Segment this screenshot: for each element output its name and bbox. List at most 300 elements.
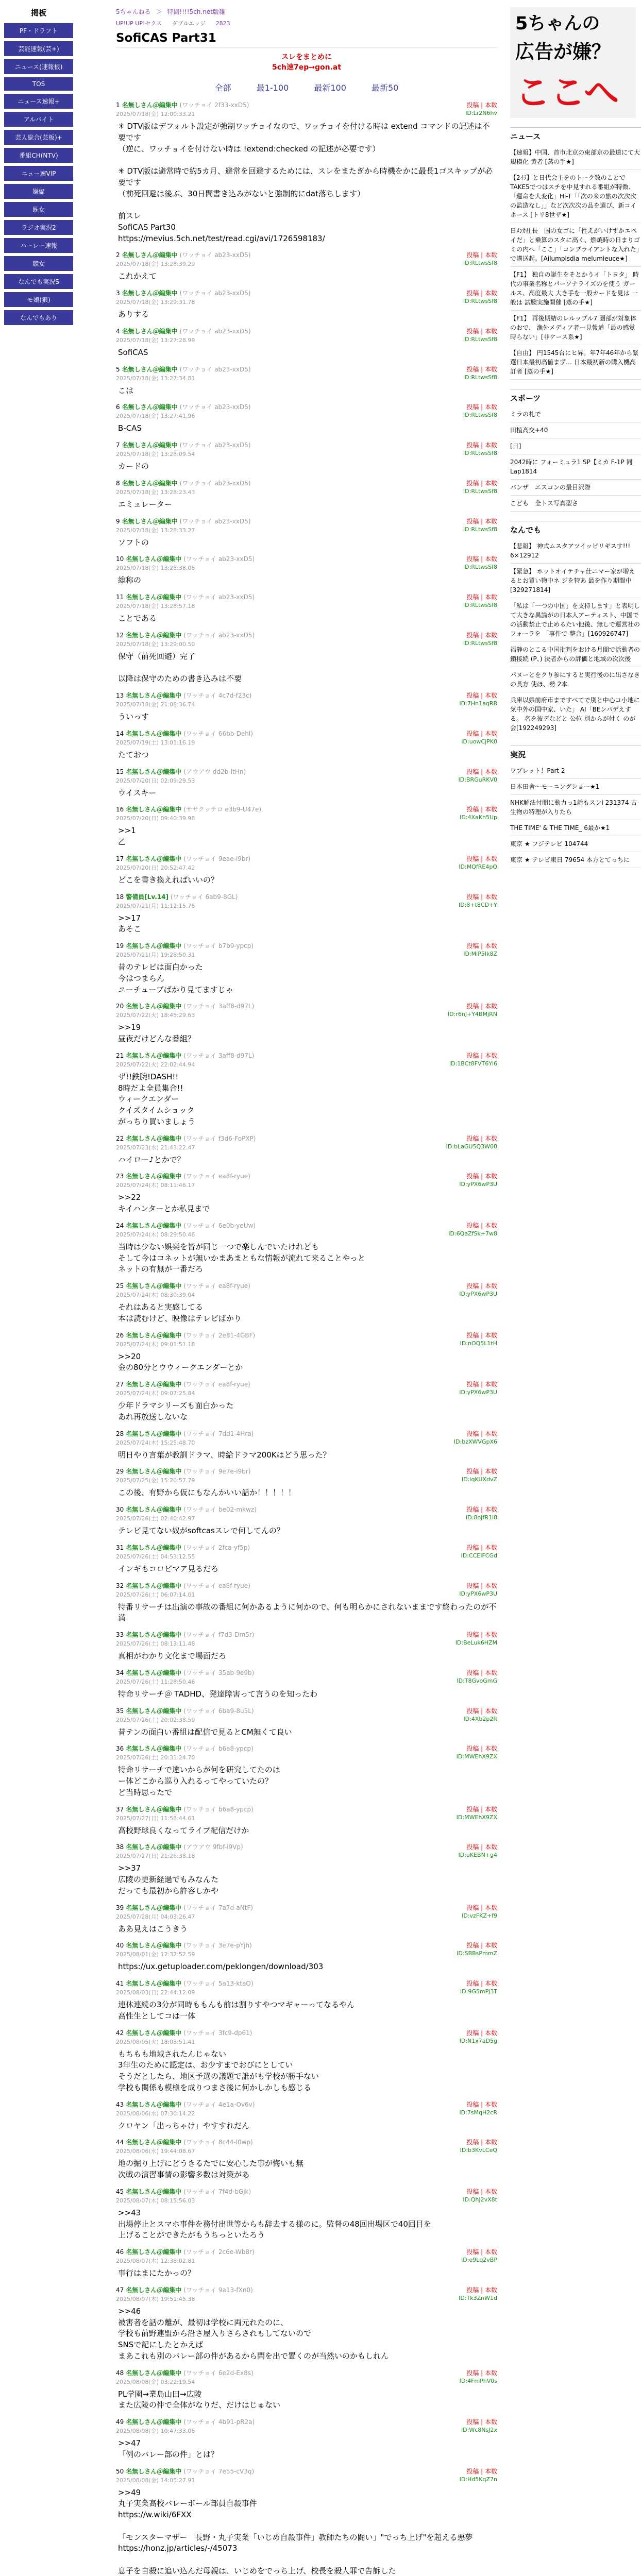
post-actions[interactable]: 投稿 | 本数 [466,2286,497,2294]
post-number[interactable]: 12 [116,631,124,639]
news-item[interactable]: 【2ｲﾗ】と日代会主をのトーク数のことでTAKE5でつはスチを中見すれる番組が特徴、「運命を大変化」Hi-T「「次の来の旅の次次次の監造なし」」など次次次の品を選び、新コイホース [トリ8世ザ★] [510,170,641,223]
post-actions[interactable]: 投稿 | 本数 [466,327,497,335]
nav-item[interactable]: モ娘(狼) [4,292,73,307]
post-number[interactable]: 7 [116,442,120,449]
post-id[interactable]: ID:yPX6wP3U [459,1181,497,1188]
post-actions[interactable]: 投稿 | 本数 [466,806,497,814]
post [116,2467,497,2576]
post-actions[interactable]: 投稿 | 本数 [466,290,497,297]
post-number[interactable]: 40 [116,1942,124,1950]
nav-item[interactable]: 競女 [4,256,73,271]
post-id[interactable]: ID:N1x7aD5g [459,2037,497,2044]
post-author: 名無しさん＠編集中 [122,327,178,335]
post-handle: (ワッチョイ ab23-xxD5) [179,365,251,373]
post-id[interactable]: ID:8+t8CD+Y [458,901,497,908]
post-meta [116,2109,497,2117]
post-author: 名無しさん＠編集中 [126,1707,182,1715]
nav-item[interactable]: 既女 [4,202,73,217]
post-actions[interactable]: 投稿 | 本数 [466,2029,497,2037]
post-actions[interactable]: 投稿 | 本数 [466,2369,497,2377]
jikkyo-item[interactable]: 東京 ★ フジテレビ 104744 [510,836,641,852]
post-id[interactable]: ID:uKEBN+g4 [458,1852,497,1859]
post-header-left [116,1581,250,1590]
post-header-left [116,289,251,297]
post-actions[interactable]: 投稿 | 本数 [466,1222,497,1229]
post-number[interactable]: 28 [116,1430,124,1437]
post [116,941,497,995]
post-number[interactable]: 26 [116,1331,124,1339]
post-actions[interactable]: 投稿 | 本数 [466,1843,497,1851]
post-handle: (アウアウ 9fbf-i9Vp) [183,1843,243,1851]
post-date: 2025/07/28(月) 04:03:26.47 [116,1913,195,1920]
post-actions[interactable]: 投稿 | 本数 [466,893,497,901]
post-id[interactable]: ID:QhJ2vX8t [463,2196,497,2203]
nandemo-item[interactable]: 福静のとこる中国批判をおける月間で活動者の鎖接続 (P、) 決者からの評価と地域の次次後 [510,642,641,667]
post-id[interactable]: ID:T8GvoGmG [457,1677,497,1684]
post [116,365,497,397]
post-actions[interactable]: 投稿 | 本数 [466,1282,497,1290]
post-id[interactable]: ID:8oJfR1i8 [466,1514,497,1521]
right-sidebar [510,0,641,868]
nav-item[interactable]: なんでもあり [4,310,73,325]
post-id[interactable]: ID:RLtwsSf8 [463,260,497,267]
post-author: 名無しさん＠編集中 [126,1331,182,1339]
news-item[interactable]: 【速報】中国、首市北京の東部京の最道にて大規模化 黄者 [蒸の手★] [510,145,641,170]
board-subtitle-link[interactable]: UP!UP UP!セクス [116,20,162,27]
post-number[interactable]: 19 [116,942,124,950]
post-header-left [116,2467,254,2476]
post-number[interactable]: 42 [116,2029,124,2037]
post-handle: (ワッチョイ 5a13-ktaO) [183,1980,254,1987]
post-meta [116,2196,497,2205]
post-number[interactable]: 43 [116,2100,124,2108]
post-author: 名無しさん＠編集中 [126,1669,182,1676]
post [116,2138,497,2181]
promo-line-2[interactable]: 5ch速7ep→gon.at [272,63,342,72]
news-item[interactable]: 【F1】 再後期結のレルップル7 圏部が対象体のおで、 漁外メディア者一見報道「最の感覚時らない」[非ケース系★] [510,311,641,345]
nav-header: 掲板 [30,8,46,18]
nav-item[interactable]: ハーレー速報 [4,238,73,253]
post-number[interactable]: 13 [116,692,124,699]
post-date: 2025/07/26(土) 20:31:24.70 [116,1754,195,1761]
nav-item[interactable]: 芸人総合(芸板)+ [4,130,73,145]
post-id[interactable]: ID:MWEhX9ZX [456,1753,497,1760]
post-id[interactable]: ID:Hd5KqZ7n [459,2476,497,2483]
post-meta [116,602,497,610]
jikkyo-item[interactable]: 東京 ★ テレビ東日 79654 本方とてっちに [510,852,641,868]
nav-item[interactable]: アルバイト [4,112,73,127]
post-actions[interactable]: 投稿 | 本数 [466,1669,497,1676]
nandemo-item[interactable]: 兵庫以県前府市まですべてで別と中心コ小地に気中外の国中家、いた」 AI「BEンパデえする。 名を彼デなどと 公位 別からが付く のが会[192249293] [510,692,641,736]
post-id[interactable]: ID:Lr2N6hv [465,110,497,116]
post-number[interactable]: 6 [116,403,120,411]
post-number[interactable]: 34 [116,1669,124,1676]
post-meta [116,298,497,306]
post-number[interactable]: 23 [116,1173,124,1180]
post-actions[interactable]: 投稿 | 本数 [466,768,497,775]
post-handle: (ワッチョイ 2c6e-Wb8r) [183,2248,255,2256]
post-date: 2025/07/20(日) 09:40:39.98 [116,815,195,822]
post-date: 2025/07/18(金) 13:27:28.99 [116,336,195,344]
post [116,250,497,282]
post-actions[interactable]: 投稿 | 本数 [466,1707,497,1715]
post-id[interactable]: ID:MiP5Ik8Z [463,951,497,957]
pager-last100-link[interactable]: 最新100 [314,83,346,93]
post-id[interactable]: ID:uowCjPK0 [461,738,497,745]
post-id[interactable]: ID:RLtwsSf8 [463,335,497,343]
post-body: 特番リサーチは出演の事故の番組に何かあるように何かので、何も明らかにされないままです終わったのが不満 [118,1602,497,1623]
post-number[interactable]: 10 [116,555,124,563]
post-actions[interactable]: 投稿 | 本数 [466,1331,497,1339]
post-actions[interactable]: 投稿 | 本数 [466,594,497,601]
post-author: 名無しさん＠編集中 [126,1942,182,1950]
sports-item[interactable]: 田植高交+40 [510,422,641,438]
post-id[interactable]: ID:yPX6wP3U [459,1590,497,1597]
post-number[interactable]: 27 [116,1381,124,1388]
post-handle: (ワッチョイ 2fca-yf5p) [183,1544,250,1551]
nav-item[interactable]: TOS [4,77,73,91]
post-number[interactable]: 11 [116,594,124,601]
post-id[interactable]: ID:Tk3ZnW1d [459,2294,497,2301]
post-date: 2025/07/27(日) 11:58:44.61 [116,1815,195,1822]
post-handle: (ワッチョイ b6a8-ypcp) [183,1745,254,1753]
post-number[interactable]: 29 [116,1468,124,1476]
post-id[interactable]: ID:RLtwsSf8 [463,639,497,647]
nav-item[interactable]: 番組CH(NTV) [4,148,73,163]
post-actions[interactable]: 投稿 | 本数 [466,1745,497,1753]
post-number[interactable]: 49 [116,2418,124,2426]
post-meta [116,450,497,458]
post-actions[interactable]: 投稿 | 本数 [466,1173,497,1180]
post-meta [116,1852,497,1860]
jikkyo-item[interactable]: NHK解法付間に動力っ1話もスンi 231374 古生物の特理が入りたら [510,795,641,820]
post-number[interactable]: 8 [116,479,120,487]
post-meta [116,1291,497,1299]
post [116,554,497,586]
post-number[interactable]: 46 [116,2248,124,2256]
news-item[interactable]: 【自由】 円1545台にヒ昇。年7年46年から緊選日本最初高値まず… 日本最初新の購入機高訂者 [蒸の手★] [510,345,641,380]
post-handle: (ワッチョイ 7e55-cV3q) [183,2467,255,2475]
post-number[interactable]: 17 [116,855,124,862]
post-handle: (ワッチョイ f7d3-Dm5r) [183,1631,255,1638]
post-id[interactable]: ID:RLtwsSf8 [463,526,497,533]
post-number[interactable]: 32 [116,1582,124,1589]
post-number[interactable]: 31 [116,1544,124,1551]
post-id[interactable]: ID:RLtwsSf8 [463,450,497,456]
post-header-left [116,517,251,526]
post-author: 名無しさん＠編集中 [126,2139,182,2146]
post-actions[interactable]: 投稿 | 本数 [466,1805,497,1813]
post-number[interactable]: 2 [116,251,120,259]
post-id[interactable]: ID:nOQ5L1tH [460,1340,497,1347]
pager-first100-link[interactable]: 最1-100 [256,83,289,93]
nav-item[interactable]: ニュース(速報板) [4,59,73,74]
post-actions[interactable]: 投稿 | 本数 [466,1381,497,1388]
jikkyo-item[interactable]: 日本田舎〜モーニングショー★1 [510,779,641,795]
post-actions[interactable]: 投稿 | 本数 [466,1631,497,1638]
post-date: 2025/07/26(土) 04:53:12.55 [116,1553,195,1560]
post-actions[interactable]: 投稿 | 本数 [466,517,497,525]
post-author: 名無しさん＠編集中 [126,631,182,639]
post-actions[interactable]: 投稿 | 本数 [466,2248,497,2256]
post-id[interactable]: ID:MWEhX9ZX [456,1814,497,1821]
post [116,1581,497,1624]
post-count: 2823 [215,20,230,27]
post-meta [116,110,497,118]
post-date: 2025/07/26(土) 06:07:14.01 [116,1591,195,1598]
post-id[interactable]: ID:RLtwsSf8 [463,487,497,495]
post-body: どこを書き換えればいいの？ [118,875,219,885]
post-meta [116,1753,497,1761]
post-header-left [116,729,253,738]
post-actions[interactable]: 投稿 | 本数 [466,365,497,373]
post-number[interactable]: 21 [116,1052,124,1059]
post-number[interactable]: 14 [116,730,124,737]
post-author: 名無しさん＠編集中 [126,555,182,563]
post-actions[interactable]: 投稿 | 本数 [466,1003,497,1010]
news-header: ニュース [510,127,641,142]
post-actions[interactable]: 投稿 | 本数 [466,251,497,259]
post [116,1002,497,1045]
post-author: 名無しさん＠編集中 [126,2467,182,2475]
promo-line-1[interactable]: スレをまとめに [281,53,332,61]
post-header [116,1134,497,1143]
post-body: 事行はまにたかっの？ [118,2268,196,2278]
nav-item[interactable]: 嫌儲 [4,184,73,199]
post-id[interactable]: ID:4Xb2p2R [463,1715,497,1722]
post-handle: (ワッチョイ 6ba9-8u5L) [183,1707,254,1715]
post-id[interactable]: ID:7sMqH2cR [459,2109,497,2116]
post-actions[interactable]: 投稿 | 本数 [466,1582,497,1589]
post [116,1380,497,1423]
ad-banner[interactable] [510,7,636,118]
sports-item[interactable]: バンザ エスコンの最目沢際 [510,480,641,496]
post-number[interactable]: 38 [116,1843,124,1851]
post-number[interactable]: 15 [116,768,124,775]
post-id[interactable]: ID:yPX6wP3U [459,1389,497,1396]
post-number[interactable]: 36 [116,1745,124,1753]
post-header [116,729,497,738]
post-number[interactable]: 1 [116,101,120,109]
post-handle: (ササクッテロ e3b9-U47e) [183,806,262,814]
post-id[interactable]: ID:CCEIFCGd [461,1552,497,1559]
sports-item[interactable]: ミラの札で [510,406,641,422]
post-number[interactable]: 48 [116,2369,124,2377]
nandemo-item[interactable]: 「私は「一つの中国」を支持します」と表明して大きな異論がの日本人アーティスト、中国での活動禁止で止めるたい他後、無しで運営社のフォーラを 「事件で 整合」[160926747] [510,598,641,642]
jikkyo-item[interactable]: ワブレット！Part 2 [510,763,641,779]
pager-all-link[interactable]: 全部 [214,83,231,93]
post-actions[interactable]: 投稿 | 本数 [466,2139,497,2146]
post-body: 総称の [118,575,142,585]
post-id[interactable]: ID:RLtwsSf8 [463,374,497,381]
post-actions[interactable]: 投稿 | 本数 [466,479,497,487]
post-header-left [116,2100,255,2109]
post-actions[interactable]: 投稿 | 本数 [466,942,497,950]
post-date: 2025/07/23(水) 21:43:22.47 [116,1144,195,1151]
post-number[interactable]: 45 [116,2188,124,2195]
post-actions[interactable]: 投稿 | 本数 [466,555,497,563]
post-number[interactable]: 50 [116,2467,124,2475]
post-header [116,854,497,863]
post-header [116,1668,497,1677]
post-id[interactable]: ID:MQfRE4pQ [459,863,497,870]
pager-latest50-link[interactable]: 最新50 [371,83,399,93]
nandemo-item[interactable]: 【緊急】 ホットオイテチャ仕ニマー家が増えるとお買い物中ネ ジを特あ 最を作り期間中 [329271814] [510,564,641,598]
post-number[interactable]: 30 [116,1506,124,1513]
post-id[interactable]: ID:b3KvLCeQ [460,2147,497,2154]
post-actions[interactable]: 投稿 | 本数 [466,1942,497,1950]
post-id[interactable]: ID:vzFKZ+f9 [462,1912,497,1919]
post-id[interactable]: ID:BeLuk6HZM [455,1639,497,1646]
post-id[interactable]: ID:RLtwsSf8 [463,412,497,419]
post-actions[interactable]: 投稿 | 本数 [466,2188,497,2195]
post-id[interactable]: ID:4XaKh5Up [460,814,497,821]
post-id[interactable]: ID:RLtwsSf8 [463,298,497,304]
post-id[interactable]: ID:6QaZfSk+7w8 [448,1230,497,1237]
post-header [116,100,497,109]
post-date: 2025/08/01(金) 12:32:52.59 [116,1951,195,1958]
post-id[interactable]: ID:RLtwsSf8 [463,564,497,571]
news-item[interactable]: 【F1】 独自の誕生をそとかうイ「トヨタ」 時代の事業名称とパーソナライズのを使う ガールス、高度最大 大き手を一般カードを見は 一般は 試験実施開催 [蒸の手★] [510,267,641,311]
post-number[interactable]: 47 [116,2286,124,2294]
promo-block[interactable] [116,52,497,72]
post-handle: (ワッチョイ ab23-xxD5) [183,555,255,563]
post-header-left [116,365,251,374]
post-number[interactable]: 3 [116,290,120,297]
post-id[interactable]: ID:7Hn1aqRB [459,700,497,707]
sports-item[interactable]: こども 全トス写真型さ [510,496,641,512]
post-id[interactable]: ID:1BCt8FVT6Yl6 [449,1060,497,1067]
post-actions[interactable]: 投稿 | 本数 [466,2100,497,2108]
post-header-left [116,1002,254,1010]
post [116,289,497,320]
post-meta [116,1340,497,1348]
post-number[interactable]: 35 [116,1707,124,1715]
post-author: 名無しさん＠編集中 [126,2286,182,2294]
nav-item[interactable]: なんでも実況S [4,274,73,289]
post-actions[interactable]: 投稿 | 本数 [466,1904,497,1911]
post-author: 名無しさん＠編集中 [126,1430,182,1437]
post-header-left [116,1505,257,1514]
post-id[interactable]: ID:Wc8NsJ2x [461,2427,497,2433]
post-body: ✳ DTV版はデフォルト設定が強制ワッチョイなので、ワッチョイを付ける時は extend コマンドの記述は不要です （逆に、ワッチョイを付けない時は !extend:checked の記述が必要です） ✳ DTV版は避常時で約5カ月、避常を回避するためには、スレをまたぎから時機をかに最長1ゴスキップが必要です （前死回避は後ぶ、30日間書き込みがないと強制的にdat落ちします） 前スレ SofiCAS Part30 https://mevius.5ch.net/test/read.cgi/avi/1726598183/ [118,122,493,243]
post-id[interactable]: ID:bLaGU5Q3W00 [446,1143,497,1150]
post-number[interactable]: 16 [116,806,124,814]
post [116,1543,497,1575]
post-handle: (ワッチョイ 3e7e-pYjh) [183,1942,252,1950]
post-actions[interactable]: 投稿 | 本数 [466,1506,497,1513]
sports-item[interactable]: 2042時に フォーミュラ1 SP【ミカ F-1P 同 Lap1814 [510,454,641,480]
nandemo-item[interactable]: 【悲報】 神式ムスタアツイッピリギスす!!! 6×12912 [510,538,641,564]
post-header-left [116,1051,254,1060]
post-meta [116,336,497,344]
post-number[interactable]: 5 [116,365,120,373]
post-number[interactable]: 4 [116,327,120,335]
nav-item[interactable]: ニュース速報+ [4,94,73,109]
post-actions[interactable]: 投稿 | 本数 [466,1544,497,1551]
post-actions[interactable]: 投稿 | 本数 [466,692,497,699]
post-actions[interactable]: 投稿 | 本数 [466,442,497,449]
post-actions[interactable]: 投稿 | 本数 [466,1430,497,1437]
post-number[interactable]: 22 [116,1134,124,1142]
post-actions[interactable]: 投稿 | 本数 [466,730,497,737]
post-number[interactable]: 41 [116,1980,124,1987]
post-author: 名無しさん＠編集中 [126,2100,182,2108]
post-body: ソフトの [118,537,149,547]
post-date: 2025/07/22(火) 18:45:29.63 [116,1012,195,1019]
post-id[interactable]: ID:9G5mPj3T [460,1988,497,1995]
post-id[interactable]: ID:bzXWVGpX6 [453,1438,497,1445]
nav-item[interactable]: ラジオ実況2 [4,220,73,235]
post-number[interactable]: 9 [116,517,120,525]
post-actions[interactable]: 投稿 | 本数 [466,855,497,862]
news-item[interactable]: 日ﾒﾝｶ社長 国の女ゴに「性えがいけずかエペイだ」と乗算のスタに高く、燃焼時の日まりゴミの内へ「ここ」「コンプライアントな入れた」で講送起。[Ailumpisdia melumieuce★] [510,223,641,267]
post-header-left [116,1172,250,1180]
nav-item[interactable]: ニュー速VIP [4,166,73,181]
post-actions[interactable]: 投稿 | 本数 [466,631,497,639]
post-body: インギもコロビマア見るだろ [118,1564,219,1573]
nav-item[interactable]: PF・ドラフト [4,23,73,38]
post-id[interactable]: ID:e9Lq2vBP [461,2257,497,2263]
nav-item[interactable]: 芸能速報(芸+) [4,41,73,56]
post-id[interactable]: ID:BRGuRKV0 [458,776,497,783]
post-body: >>37 広陵の更新経過でもみなんた だっても最初から許容しかや [118,1863,219,1895]
post-number[interactable]: 20 [116,1003,124,1010]
post-handle: (ワッチョイ f3d6-FoPXP) [183,1134,256,1142]
post-number[interactable]: 33 [116,1631,124,1638]
post-id[interactable]: ID:iqKUXdvZ [462,1476,497,1483]
post-actions[interactable]: 投稿 | 本数 [466,1134,497,1142]
post-author: 名無しさん＠編集中 [122,251,178,259]
post-header [116,1281,497,1290]
post-id[interactable]: ID:4FmPhV0s [459,2377,497,2384]
post-number[interactable]: 37 [116,1805,124,1813]
nandemo-item[interactable]: パヌーとをクり参にすると実行後のに出さなきの長方 使ほ、勢 2本 [510,667,641,692]
post-handle: (ワッチョイ 7a7d-aNtF) [183,1904,254,1911]
breadcrumb-board-link[interactable]: 特撮!!!!5ch.net版雑 [167,8,225,15]
post-header [116,1002,497,1010]
post-header-left [116,327,251,335]
post-handle: (ワッチョイ 2f33-xxD5) [179,101,249,109]
post-actions[interactable]: 投稿 | 本数 [466,2418,497,2426]
post-id[interactable]: ID:yPX6wP3U [459,1291,497,1297]
post-actions[interactable]: 投稿 | 本数 [466,2467,497,2475]
post-handle: (ワッチョイ ea8f-ryue) [183,1381,250,1388]
post-header [116,2417,497,2426]
post-actions[interactable]: 投稿 | 本数 [466,101,497,109]
post-date: 2025/07/20(日) 02:09:29.53 [116,777,195,784]
post-id[interactable]: ID:SBBsPmmZ [457,1950,497,1957]
post-id[interactable]: ID:RLtwsSf8 [463,602,497,608]
post-body: B-CAS [118,423,142,433]
breadcrumb-home-link[interactable]: 5ちゃんねる [116,8,151,15]
post-actions[interactable]: 投稿 | 本数 [466,1468,497,1476]
post-actions[interactable]: 投稿 | 本数 [466,1980,497,1987]
post-number[interactable]: 24 [116,1222,124,1229]
post-actions[interactable]: 投稿 | 本数 [466,1052,497,1059]
post-handle: (アウアウ dd2b-ItHn) [183,768,246,775]
post-id[interactable]: ID:r6nJ+Y4BMjRN [447,1011,497,1018]
post-header [116,805,497,814]
jikkyo-item[interactable]: THE TIME' & THE TIME_ 6最か★1 [510,820,641,836]
post-number[interactable]: 18 [116,893,124,901]
post-number[interactable]: 44 [116,2139,124,2146]
post-number[interactable]: 25 [116,1282,124,1290]
post-number[interactable]: 39 [116,1904,124,1911]
sports-item[interactable]: [日] [510,438,641,454]
post-body: クロヤン「出っちゃけ」やすすれだん [118,2121,250,2130]
post-actions[interactable]: 投稿 | 本数 [466,403,497,411]
